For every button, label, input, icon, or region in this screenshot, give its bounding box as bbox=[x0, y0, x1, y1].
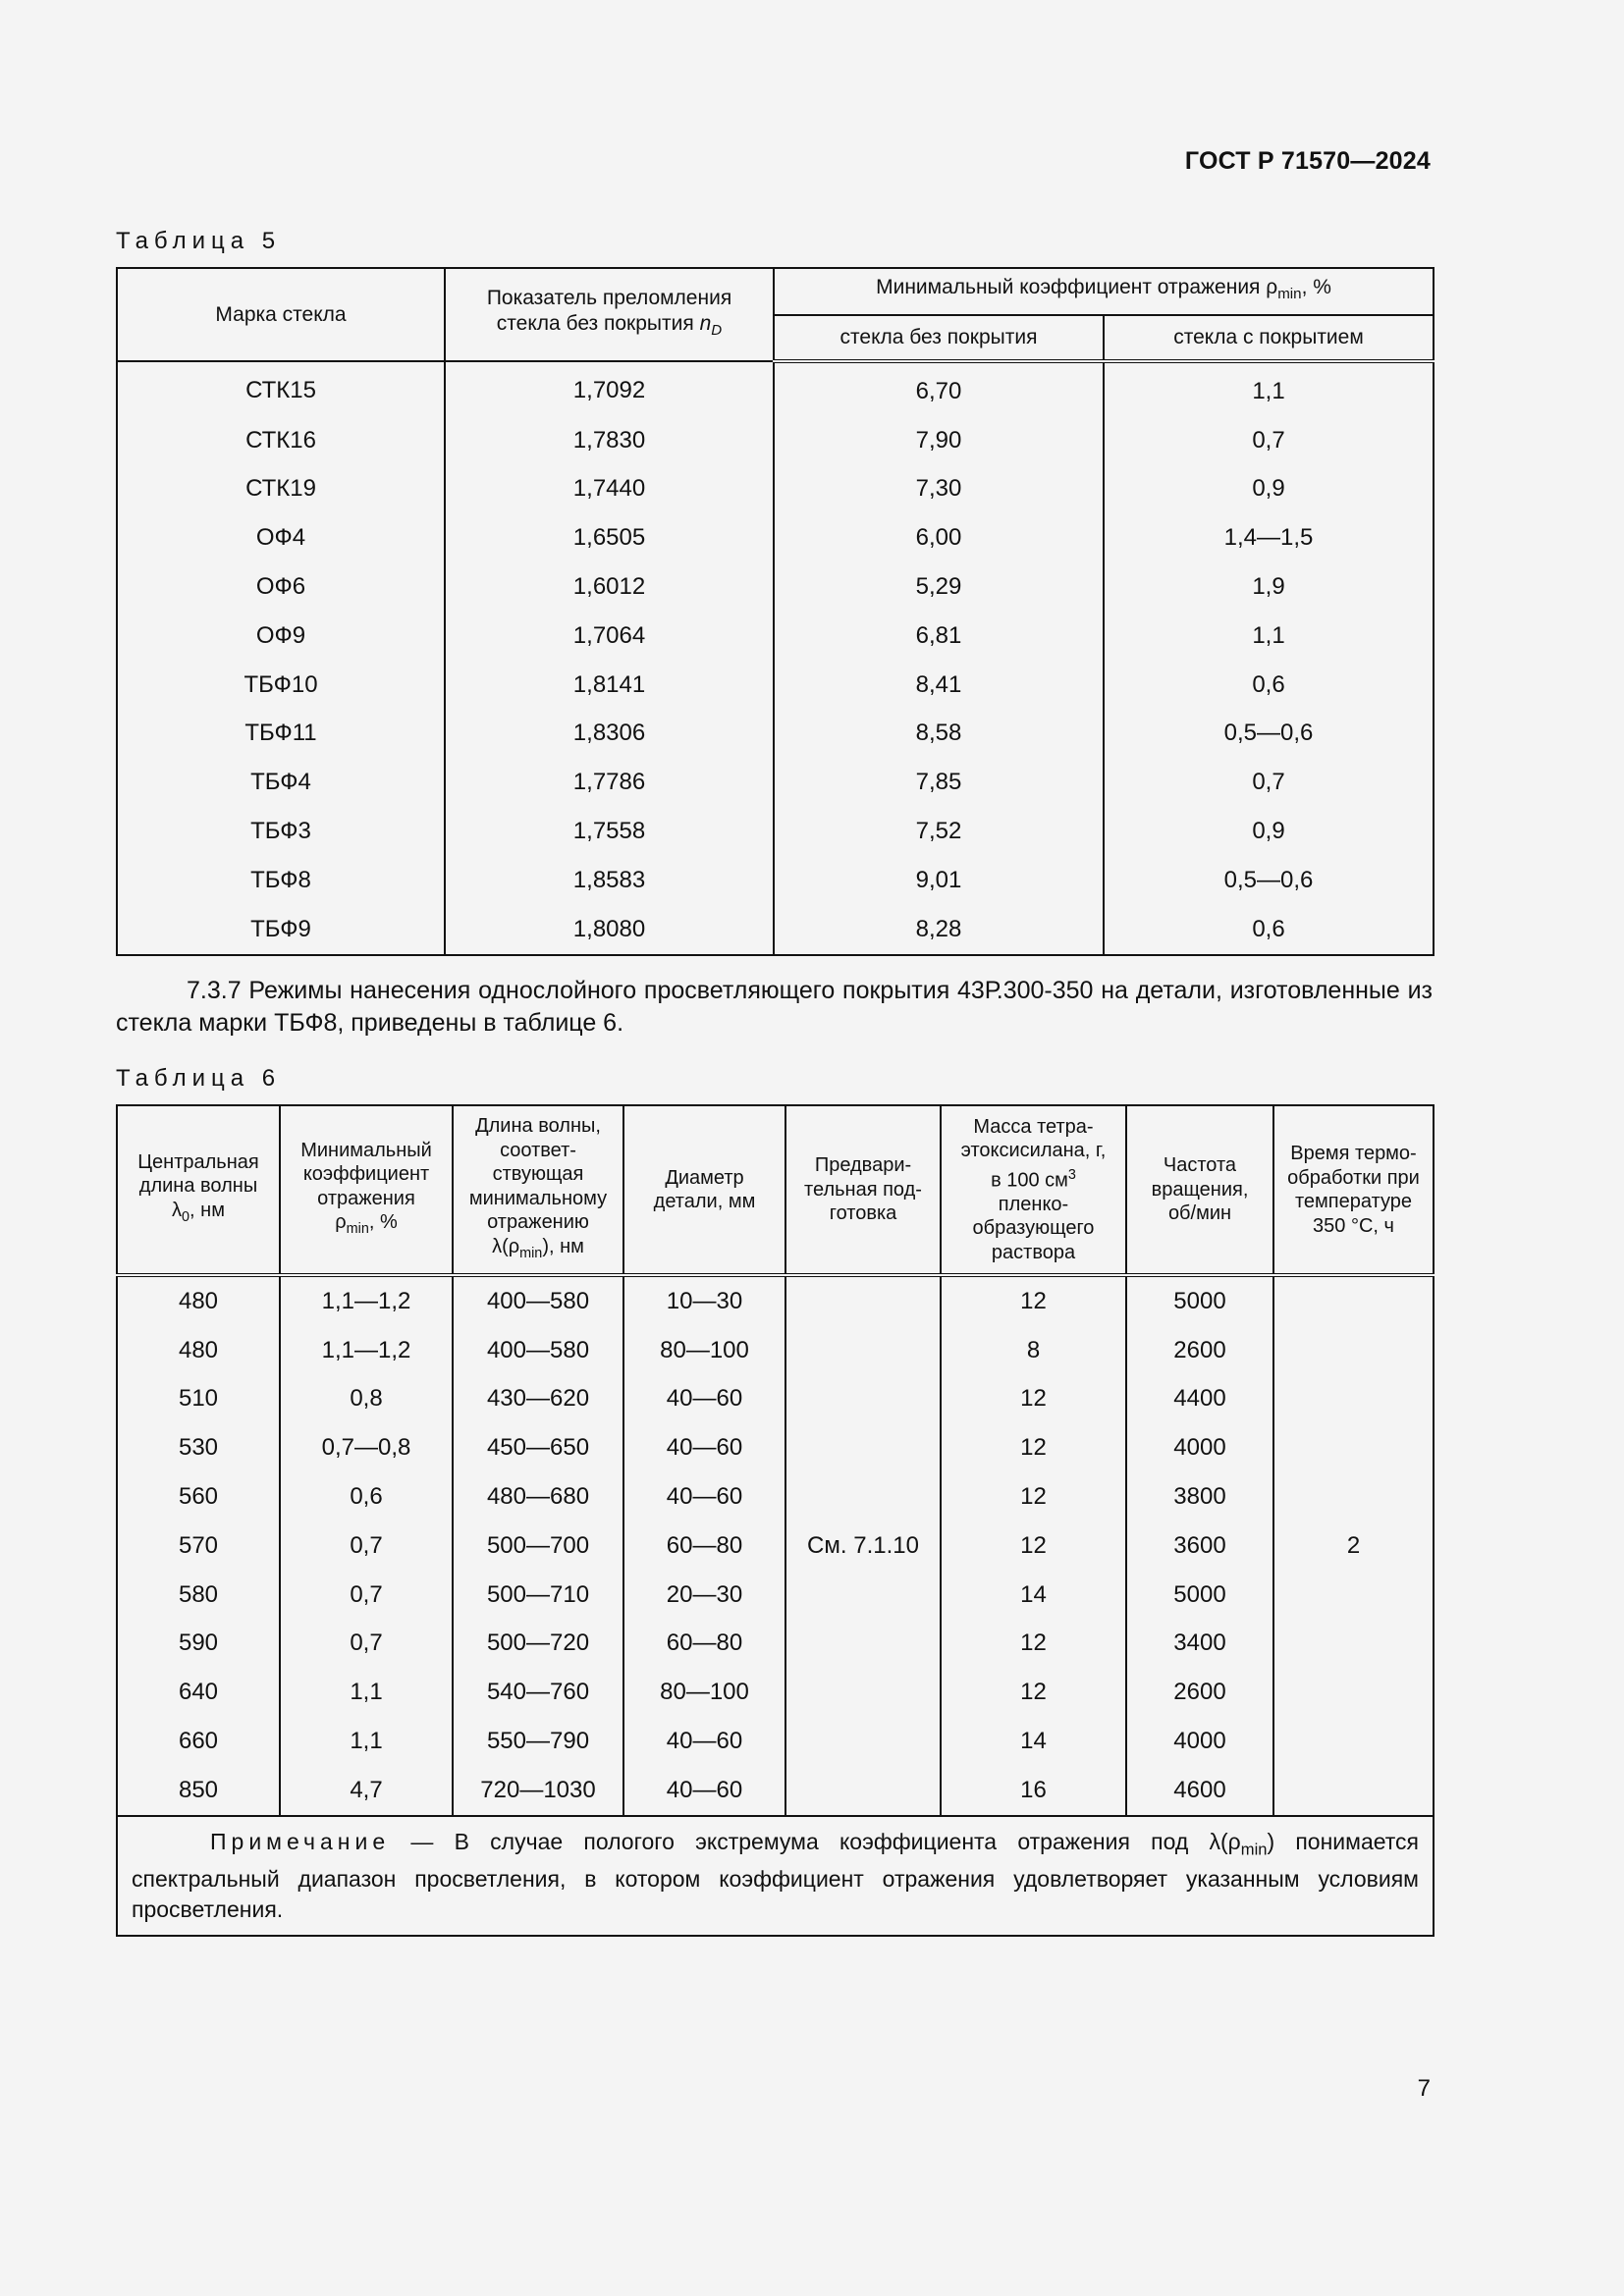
t6-header-heat-time: Время термо-обработки при температуре 350 °С, ч bbox=[1273, 1105, 1434, 1275]
table-cell: 0,5—0,6 bbox=[1104, 856, 1434, 905]
page-number: 7 bbox=[1417, 2075, 1431, 2102]
t5-header-uncoated: стекла без покрытия bbox=[774, 315, 1104, 361]
table-row bbox=[117, 856, 1434, 905]
table-cell: 1,7786 bbox=[445, 758, 774, 807]
t5-body bbox=[117, 361, 1434, 955]
table-cell: 0,7 bbox=[280, 1571, 453, 1620]
table-cell: 7,90 bbox=[774, 416, 1104, 465]
table-cell: 0,6 bbox=[280, 1472, 453, 1522]
table-row bbox=[117, 1423, 1434, 1472]
table-row bbox=[117, 612, 1434, 661]
table-cell: 480—680 bbox=[453, 1472, 623, 1522]
table-cell: 540—760 bbox=[453, 1668, 623, 1717]
table-cell: 10—30 bbox=[623, 1275, 785, 1326]
table-row bbox=[117, 905, 1434, 955]
table-cell: 1,7558 bbox=[445, 807, 774, 856]
table-cell: 1,8583 bbox=[445, 856, 774, 905]
t6-header-rotation: Частота вращения, об/мин bbox=[1126, 1105, 1273, 1275]
t6-header-min-reflection: Минимальный коэффициент отражения $\rho_{min}$, % bbox=[280, 1105, 453, 1275]
document-header: ГОСТ Р 71570—2024 bbox=[1184, 147, 1431, 175]
t6-header-preparation: Предвари-тельная под-готовка bbox=[785, 1105, 941, 1275]
t6-heat-time-merged: 2 bbox=[1273, 1275, 1434, 1816]
table-row bbox=[117, 807, 1434, 856]
table-cell: 590 bbox=[117, 1620, 280, 1669]
table-cell: 14 bbox=[941, 1717, 1126, 1766]
table-cell: 500—720 bbox=[453, 1620, 623, 1669]
table-cell: 60—80 bbox=[623, 1522, 785, 1571]
table-cell: 7,52 bbox=[774, 807, 1104, 856]
table-row bbox=[117, 1571, 1434, 1620]
table-cell: 0,5—0,6 bbox=[1104, 710, 1434, 759]
table-cell: ТБФ4 bbox=[117, 758, 445, 807]
table-5 bbox=[116, 267, 1435, 956]
table-cell: 1,1 bbox=[1104, 612, 1434, 661]
table-6 bbox=[116, 1104, 1435, 1937]
table-cell: 1,1—1,2 bbox=[280, 1326, 453, 1375]
t6-note-row bbox=[117, 1816, 1434, 1937]
table-cell: ТБФ8 bbox=[117, 856, 445, 905]
table-cell: 6,00 bbox=[774, 513, 1104, 562]
table-cell: 14 bbox=[941, 1571, 1126, 1620]
table-row bbox=[117, 1375, 1434, 1424]
table-cell: 2600 bbox=[1126, 1326, 1273, 1375]
table-cell: 5,29 bbox=[774, 562, 1104, 612]
table-cell: 40—60 bbox=[623, 1472, 785, 1522]
table-cell: 0,7 bbox=[1104, 758, 1434, 807]
table-cell: 480 bbox=[117, 1275, 280, 1326]
table-cell: 0,9 bbox=[1104, 465, 1434, 514]
t6-note: Примечание — В случае пологого экстремума коэффициента отражения под $\lambda(\rho_{min})$ понимается спектральный диапазон просветления, в котором коэффициент отражения удовлетворяет указанным условиям просветления. bbox=[117, 1816, 1434, 1937]
table-cell: 40—60 bbox=[623, 1423, 785, 1472]
table-cell: 1,4—1,5 bbox=[1104, 513, 1434, 562]
table-cell: ОФ4 bbox=[117, 513, 445, 562]
table-row bbox=[117, 513, 1434, 562]
paragraph-7-3-7: 7.3.7 Режимы нанесения однослойного просветляющего покрытия 43Р.300-350 на детали, изготовленные из стекла марки ТБФ8, приведены в таблице 6. bbox=[116, 977, 1433, 1037]
table-cell: 1,8141 bbox=[445, 661, 774, 710]
table-cell: 400—580 bbox=[453, 1326, 623, 1375]
table-row bbox=[117, 1326, 1434, 1375]
table-cell: 4000 bbox=[1126, 1423, 1273, 1472]
table-cell: 580 bbox=[117, 1571, 280, 1620]
t6-header-central-wavelength: Центральная длина волны $\lambda_0$, нм bbox=[117, 1105, 280, 1275]
table-row bbox=[117, 1275, 1434, 1326]
table-cell: 12 bbox=[941, 1620, 1126, 1669]
table-cell: 8,28 bbox=[774, 905, 1104, 955]
table-cell: 5000 bbox=[1126, 1275, 1273, 1326]
table-cell: 40—60 bbox=[623, 1375, 785, 1424]
table-cell: СТК19 bbox=[117, 465, 445, 514]
table-cell: 3400 bbox=[1126, 1620, 1273, 1669]
table-cell: 1,7440 bbox=[445, 465, 774, 514]
table-row bbox=[117, 1766, 1434, 1816]
table-row bbox=[117, 710, 1434, 759]
table-cell: 0,9 bbox=[1104, 807, 1434, 856]
table-cell: 500—710 bbox=[453, 1571, 623, 1620]
table-cell: 7,30 bbox=[774, 465, 1104, 514]
table-row bbox=[117, 1717, 1434, 1766]
table-cell: 1,1 bbox=[280, 1717, 453, 1766]
table-cell: 80—100 bbox=[623, 1668, 785, 1717]
table-cell: 560 bbox=[117, 1472, 280, 1522]
table-row bbox=[117, 1620, 1434, 1669]
table-cell: 430—620 bbox=[453, 1375, 623, 1424]
table-cell: 3800 bbox=[1126, 1472, 1273, 1522]
table-cell: 6,70 bbox=[774, 361, 1104, 416]
table-cell: 450—650 bbox=[453, 1423, 623, 1472]
table-cell: 1,9 bbox=[1104, 562, 1434, 612]
table-row bbox=[117, 465, 1434, 514]
table-cell: 400—580 bbox=[453, 1275, 623, 1326]
t6-body bbox=[117, 1275, 1434, 1816]
table-cell: 480 bbox=[117, 1326, 280, 1375]
table-cell: 3600 bbox=[1126, 1522, 1273, 1571]
table-cell: 0,7—0,8 bbox=[280, 1423, 453, 1472]
table-cell: ТБФ10 bbox=[117, 661, 445, 710]
table-cell: 0,7 bbox=[1104, 416, 1434, 465]
table-row bbox=[117, 1522, 1434, 1571]
table-cell: 1,8306 bbox=[445, 710, 774, 759]
table-cell: 6,81 bbox=[774, 612, 1104, 661]
table-row bbox=[117, 1472, 1434, 1522]
table-cell: 7,85 bbox=[774, 758, 1104, 807]
table-cell: 12 bbox=[941, 1423, 1126, 1472]
t5-header-brand: Марка стекла bbox=[117, 268, 445, 361]
table-cell: СТК15 bbox=[117, 361, 445, 416]
table-cell: 0,6 bbox=[1104, 905, 1434, 955]
t5-header-refractive-index: Показатель преломления стекла без покрытия $n_D$ bbox=[445, 268, 774, 361]
table-row bbox=[117, 361, 1434, 416]
table-cell: 8,41 bbox=[774, 661, 1104, 710]
table-cell: 20—30 bbox=[623, 1571, 785, 1620]
table-cell: 12 bbox=[941, 1522, 1126, 1571]
table-cell: 9,01 bbox=[774, 856, 1104, 905]
t6-header-diameter: Диаметр детали, мм bbox=[623, 1105, 785, 1275]
table-cell: 500—700 bbox=[453, 1522, 623, 1571]
table-cell: 1,7830 bbox=[445, 416, 774, 465]
table-cell: 12 bbox=[941, 1275, 1126, 1326]
table-cell: 530 bbox=[117, 1423, 280, 1472]
table-cell: ТБФ3 bbox=[117, 807, 445, 856]
table-cell: 1,1 bbox=[280, 1668, 453, 1717]
table-cell: 8,58 bbox=[774, 710, 1104, 759]
table-cell: 1,8080 bbox=[445, 905, 774, 955]
table-cell: 8 bbox=[941, 1326, 1126, 1375]
table-cell: 12 bbox=[941, 1472, 1126, 1522]
table-6-caption: Таблица 6 bbox=[116, 1065, 282, 1092]
table-cell: 4000 bbox=[1126, 1717, 1273, 1766]
table-cell: 0,8 bbox=[280, 1375, 453, 1424]
table-cell: СТК16 bbox=[117, 416, 445, 465]
table-row bbox=[117, 416, 1434, 465]
table-cell: ТБФ11 bbox=[117, 710, 445, 759]
table-cell: 0,6 bbox=[1104, 661, 1434, 710]
table-cell: 40—60 bbox=[623, 1766, 785, 1816]
table-cell: 4400 bbox=[1126, 1375, 1273, 1424]
table-cell: 16 bbox=[941, 1766, 1126, 1816]
table-cell: 550—790 bbox=[453, 1717, 623, 1766]
t5-header-min-reflection: Минимальный коэффициент отражения $\rho_{min}$, % bbox=[774, 268, 1434, 315]
table-cell: ОФ9 bbox=[117, 612, 445, 661]
table-cell: 1,1—1,2 bbox=[280, 1275, 453, 1326]
table-cell: 0,7 bbox=[280, 1620, 453, 1669]
table-cell: 80—100 bbox=[623, 1326, 785, 1375]
table-cell: 2600 bbox=[1126, 1668, 1273, 1717]
table-cell: 40—60 bbox=[623, 1717, 785, 1766]
table-cell: 4,7 bbox=[280, 1766, 453, 1816]
table-cell: 1,7092 bbox=[445, 361, 774, 416]
table-cell: 660 bbox=[117, 1717, 280, 1766]
table-cell: 0,7 bbox=[280, 1522, 453, 1571]
table-cell: 60—80 bbox=[623, 1620, 785, 1669]
table-cell: 640 bbox=[117, 1668, 280, 1717]
table-cell: 850 bbox=[117, 1766, 280, 1816]
table-cell: 1,6012 bbox=[445, 562, 774, 612]
table-row bbox=[117, 661, 1434, 710]
table-cell: 1,6505 bbox=[445, 513, 774, 562]
table-cell: ТБФ9 bbox=[117, 905, 445, 955]
table-cell: 1,1 bbox=[1104, 361, 1434, 416]
table-5-caption: Таблица 5 bbox=[116, 228, 282, 254]
t6-header-wavelength-range: Длина волны, соответ-ствующая минимальному отражению $\lambda(\rho_{min})$, нм bbox=[453, 1105, 623, 1275]
t6-header-teos-mass: Масса тетра-этоксисилана, г, в 100 $см^3$ пленко-образующего раствора bbox=[941, 1105, 1126, 1275]
t6-preparation-merged: См. 7.1.10 bbox=[785, 1275, 941, 1816]
table-cell: 720—1030 bbox=[453, 1766, 623, 1816]
table-cell: 4600 bbox=[1126, 1766, 1273, 1816]
t5-header-coated: стекла с покрытием bbox=[1104, 315, 1434, 361]
table-cell: 510 bbox=[117, 1375, 280, 1424]
table-cell: 5000 bbox=[1126, 1571, 1273, 1620]
table-cell: 570 bbox=[117, 1522, 280, 1571]
table-cell: 12 bbox=[941, 1375, 1126, 1424]
table-cell: 12 bbox=[941, 1668, 1126, 1717]
table-cell: ОФ6 bbox=[117, 562, 445, 612]
table-row bbox=[117, 562, 1434, 612]
table-cell: 1,7064 bbox=[445, 612, 774, 661]
table-row bbox=[117, 1668, 1434, 1717]
table-row bbox=[117, 758, 1434, 807]
